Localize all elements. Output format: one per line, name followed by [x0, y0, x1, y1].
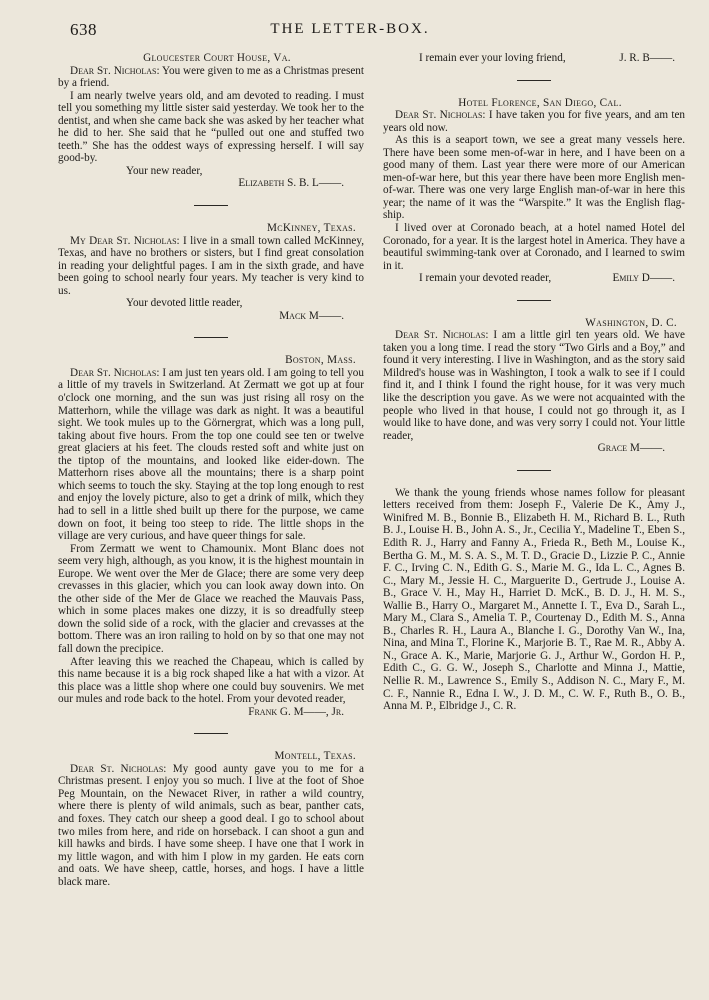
letter-paragraph: I am just ten years old. I am going to tell you a little of my travels in Switzerland. At Zermatt we got up at four o'clock one morning, and the sun was just rising all rosy on the Matterhorn, while the village was dark as night. It was a beautiful sight. We took mules up to the Görnergrat, which was a long pull, taking about five hours. From the top one could see ten or twelve great glaciers at his feet. The clouds rested soft and white just on the tiptop of the mountains, and looked like eider-down. The Matterhorn rises above all the mountains; there is a sharp point which seems to touch the sky. Staying at the top long enough to rest and enjoy the lovely picture, also to get a drink of milk, which they had to sell in a little shed built up there for the purpose, we came down on foot, it being too steep to ride. The little shops in the village are very curious, and have queer things for sale.	[58, 366, 364, 543]
letter-closing: I remain your devoted reader,	[419, 272, 552, 285]
letter-closing-line	[383, 52, 685, 65]
letter-signature: Frank G. M——, Jr.	[248, 705, 344, 718]
section-divider	[517, 300, 551, 301]
letter-salutation: Dear St. Nicholas:	[395, 109, 486, 122]
letter-closing: Your devoted little reader,	[126, 297, 243, 310]
right-column	[383, 52, 685, 713]
letter-paragraph: I have taken you for five years, and am ten years old now.	[383, 109, 686, 134]
section-divider	[194, 733, 228, 734]
letter-closing-line	[383, 272, 685, 285]
letter-place: McKinney, Texas.	[267, 222, 356, 235]
page-number: 638	[70, 20, 97, 39]
letter-signature: Mack M——.	[279, 309, 344, 322]
letter-salutation: My Dear St. Nicholas:	[70, 234, 180, 247]
left-column	[58, 52, 364, 888]
letter-signature: Grace M——.	[597, 442, 665, 455]
letter-salutation: Dear St. Nicholas:	[70, 762, 167, 775]
letter-signature: Emily D——.	[612, 272, 675, 285]
section-divider	[517, 80, 551, 81]
letter-place: Montell, Texas.	[274, 750, 356, 763]
section-divider	[194, 205, 228, 206]
letter-paragraph: I am a little girl ten years old. We have taken you a long time. I read the story “Two Girls and a Boy,” and found it very interesting. I live in Washington, and as the story said Mildred's house was in Washington, I took a walk to see if I could find it, and I think I found the right house, for it was very much like the description you gave. As we were not acquainted with the people who lived in that house, I could not go through it, as I would like to have done, and was very sorry I could not. Your little reader,	[383, 329, 686, 442]
letter-paragraph: After leaving this we reached the Chapeau, which is called by this name because it is a big rock shaped like a hat with a vizor. At this place was a little shop where one could buy souvenirs. We met our mules and rode back to the hotel. From your devoted reader,	[58, 655, 364, 706]
letter-paragraph: My good aunty gave you to me for a Christmas present. I enjoy you so much. I live at the foot of Shoe Peg Mountain, on the Newacet River, in rather a wild country, where there is plenty of wild animals, such as bear, panther cats, and foxes. They catch our sheep a good deal. I go to school about two miles from here, and ride on horseback. I can shoot a gun and kill hawks and birds. I have some sheep. I have one that I work in my little wagon, and with him I plow in my garden. He eats corn and oats. We have sheep, cattle, horses, and hogs. I have a little black mare.	[58, 762, 364, 888]
letter-gloucester	[58, 52, 364, 190]
letter-closing: I remain ever your loving friend,	[419, 52, 566, 64]
letter-signature: J. R. B——.	[619, 52, 675, 64]
letter-paragraph: From Zermatt we went to Chamounix. Mont Blanc does not seem very high, although, as you know, it is the highest mountain in Europe. We went over the Mer de Glace; there are some very deep crevasses in this glacier, which you can look away down into. On the other side of the Mer de Glace we reached the Mauvais Pass, which in some places makes one dizzy, it is so dreadfully steep down the solid side of a rock, with the glacier and crevasses at the bottom. There was an iron railing to hold on by so that one may not fall down the precipice.	[58, 542, 364, 655]
letter-place: Gloucester Court House, Va.	[143, 52, 291, 64]
letter-paragraph: As this is a seaport town, we see a great many vessels here. There have been some men-of-war in here, and I have been on a good many of them. Last year there were more of our American men-of-war here, but this year there have been more English men-of-war. There was one very large English man-of-war in here this year; the name of it was the “Warspite.” It was the English flag-ship.	[383, 134, 685, 222]
letter-mckinney	[58, 222, 364, 322]
letter-salutation: Dear St. Nicholas:	[395, 329, 489, 342]
letter-boston	[58, 354, 364, 718]
letter-washington	[383, 317, 685, 455]
letter-signature: Elizabeth S. B. L——.	[238, 177, 344, 190]
section-divider	[517, 470, 551, 471]
running-title: THE LETTER-BOX.	[270, 21, 430, 37]
letter-paragraph: You were given to me as a Christmas present by a friend.	[58, 64, 364, 90]
letter-place: Boston, Mass.	[285, 354, 356, 367]
letter-paragraph: I live in a small town called McKinney, Texas, and have no brothers or sisters, but I find great consolation in reading your delightful pages. I am in the sixth grade, and have been going to school nearly four years. My teacher is very kind to us.	[58, 234, 365, 297]
letter-montell	[58, 750, 364, 888]
letter-closing: Your new reader,	[126, 164, 203, 177]
page-header	[70, 20, 630, 42]
letter-salutation: Dear St. Nicholas:	[70, 64, 160, 77]
letter-paragraph: I am nearly twelve years old, and am devoted to reading. I must tell you something my little sister said yesterday. We took her to the dentist, and when she came back she was asked by her teacher what he did to her. She said that he “pulled out one and stuffed two teeth.” She has the oddest ways of expressing herself. I will say good-by.	[58, 89, 364, 165]
section-divider	[194, 337, 228, 338]
letter-place: Washington, D. C.	[585, 316, 677, 329]
letter-paragraph: I lived over at Coronado beach, at a hotel named Hotel del Coronado, for a year. It is the largest hotel in America. They have a beautiful swimming-tank over at Coronado, and I learned to swim in it.	[383, 222, 685, 272]
letter-san-diego	[383, 97, 685, 285]
thanks-paragraph: We thank the young friends whose names follow for pleasant letters received from them: Joseph F., Valerie De K., Amy J., Winifred M. B., Bonnie B., Elizabeth H. M., Richard B. L., Ruth B. J., Louise H. B., John A. S., Jr., Cecilia Y., Madeline T., Eben S., Edith R. J., Harry and Fanny A., Frieda R., Beth M., Louise K., Bertha G. M., M. S. A. S., M. T. D., Gracie D., Lizzie P. C., Annie F. C., Irving C. N., Edith G. S., Marie M. G., Ida L. C., Agnes B. C., Mary M., Jessie H. C., Marguerite D., Gertrude J., Louise A. B., Grace V. H., May H., Harriet D. McK., B. D. J., H. M. S., Wallie B., Harry O., Margaret M., Annette I. T., Eva D., Sarah L., Mary M., Clara S., Amelia T. P., Courtenay D., Edith M. S., Anna B., Charles R. H., Laura A., Blanche I. G., Dorothy Van W., Ina, Nina, and Mina T., Florine K., Marjorie B. T., Rae M. R., Abby A. N., Grace A. K., Marie, Marjorie G. J., Arthur W., Gordon H. P., Edith C., G. G. W., Joseph S., Charlotte and Minna J., Mattie, Nellie R. M., Lawrence S., Emily S., Addison N. C., Mary F., M. C. F., Nannie R., Edna I. W., J. D. M., C. W. F., Ruth B., O. B., Anna M. P., Elbridge J., C. R.	[383, 486, 685, 713]
letter-place: Hotel Florence, San Diego, Cal.	[458, 96, 622, 109]
letter-salutation: Dear St. Nicholas:	[70, 366, 160, 379]
